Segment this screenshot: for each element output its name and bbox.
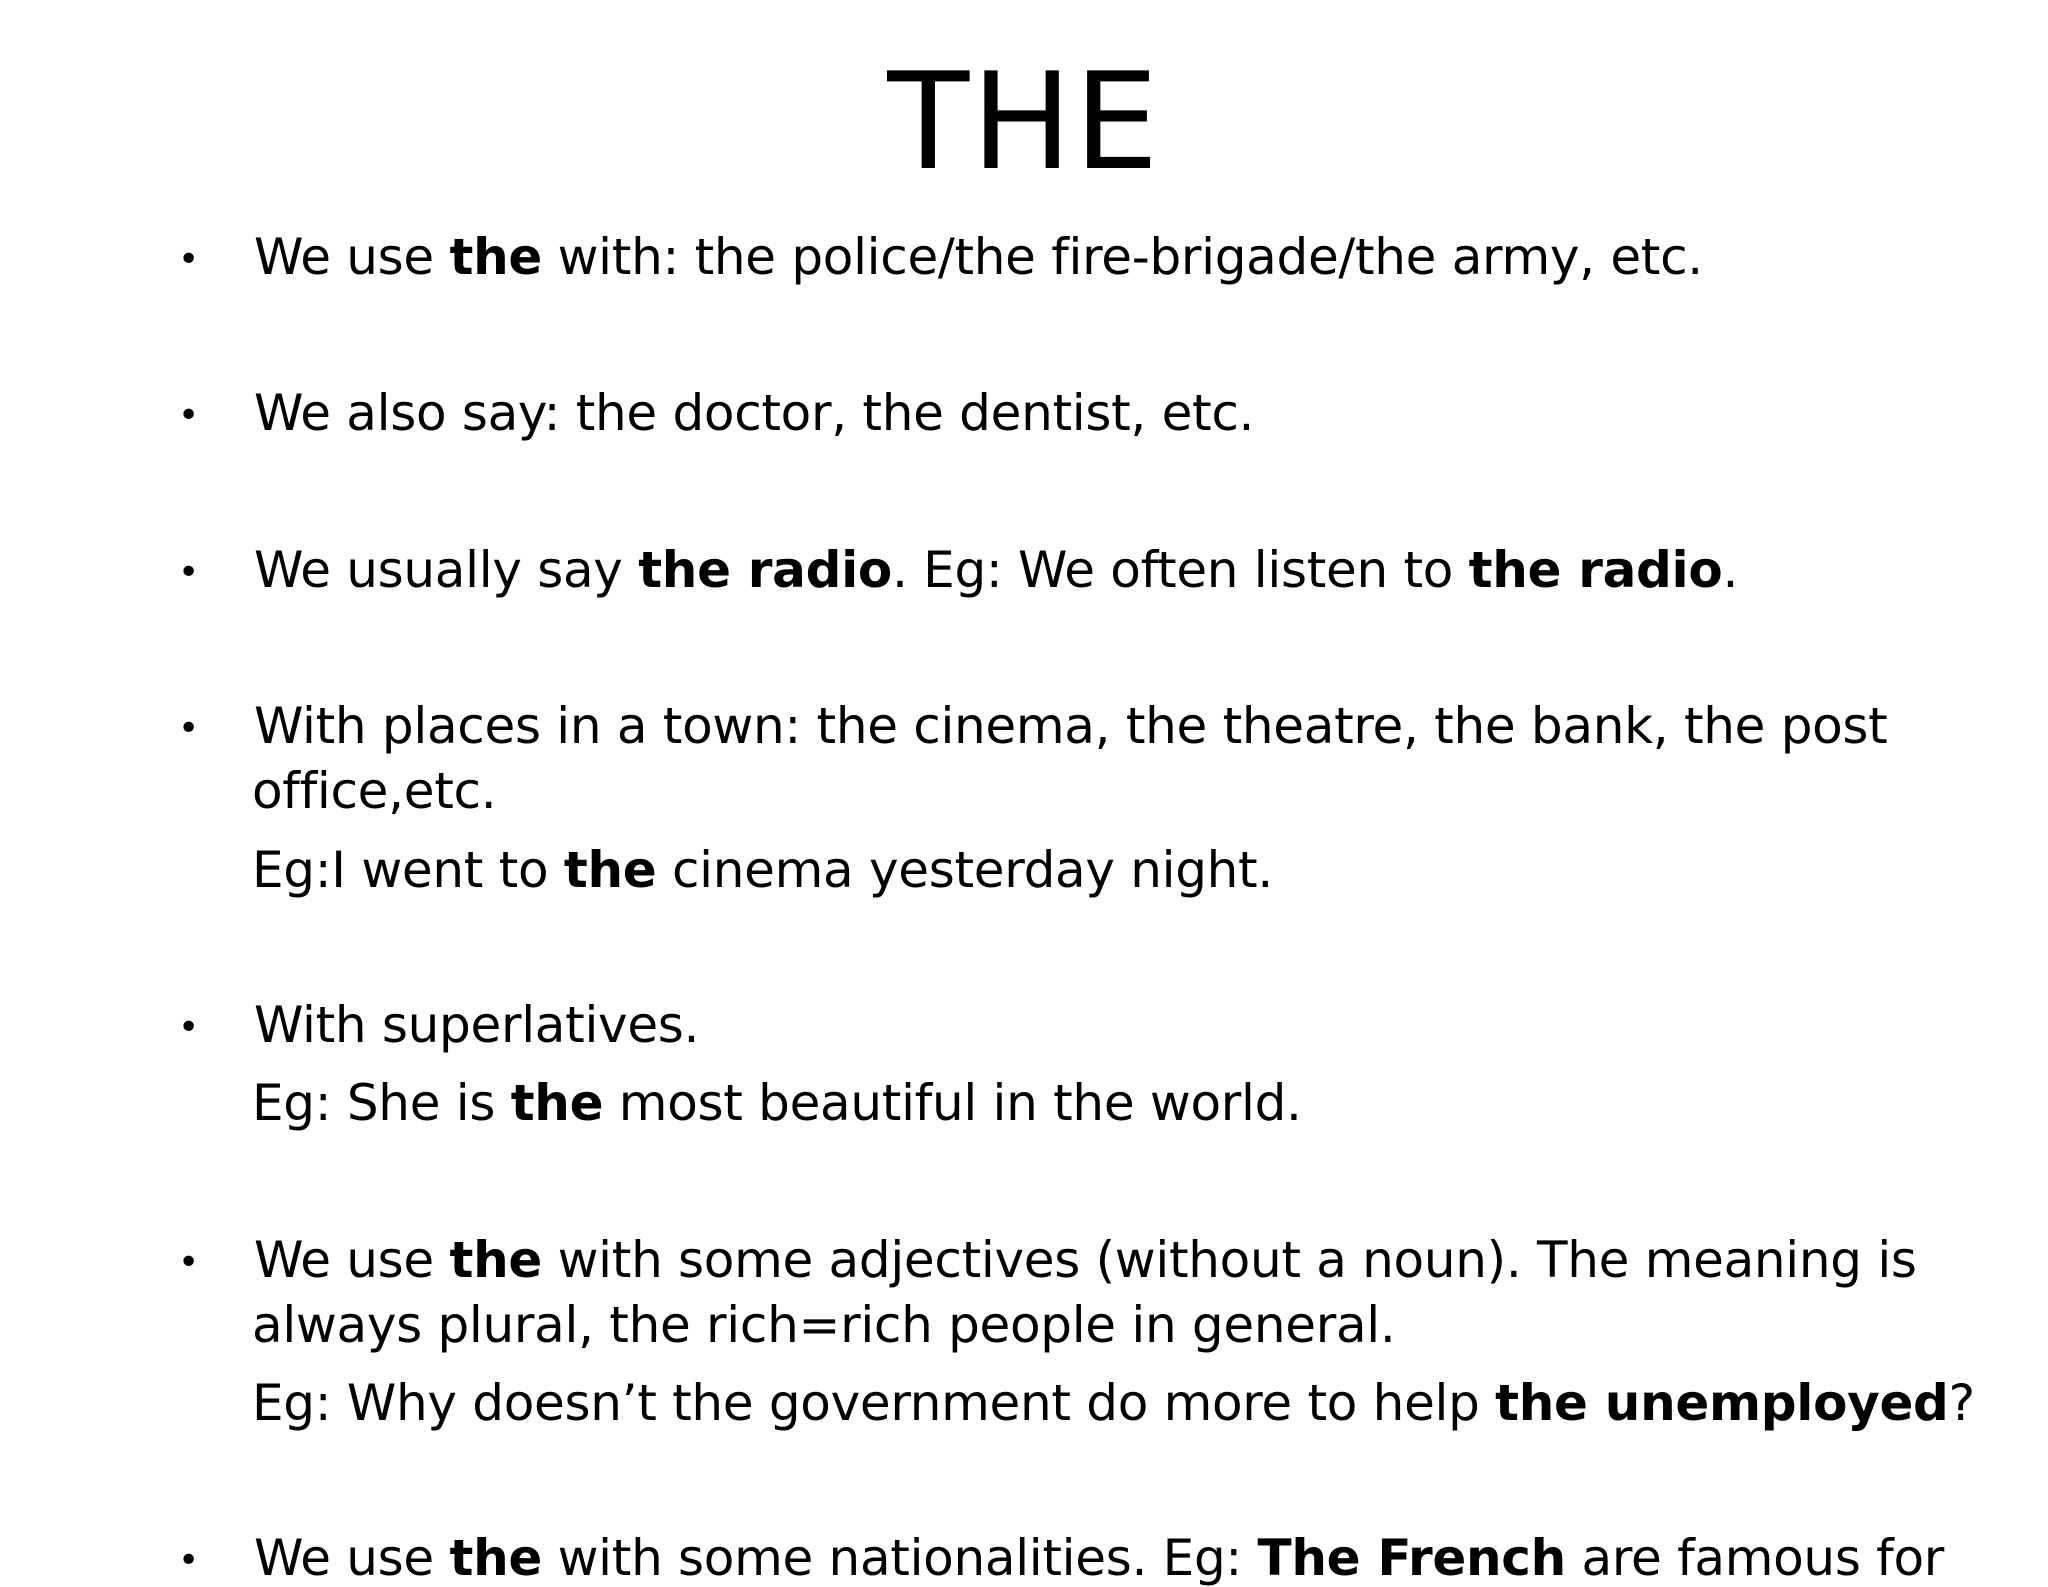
line-text: with: the police/the fire-brigade/the army, etc. [541,228,1703,286]
line-text: . [1722,541,1739,599]
rule-line [252,1374,1975,1432]
emphasis-text: the [449,1231,542,1289]
bullet-marker: • [178,1242,200,1283]
bullet-marker: • [178,1540,200,1581]
line-text: cinema yesterday night. [656,841,1273,899]
emphasis-text: the radio [638,541,892,599]
line-text: ? [1948,1374,1975,1432]
bullet-marker: • [178,1007,200,1048]
line-text: We use [254,1529,450,1587]
emphasis-text: the [449,228,542,286]
rule-line [252,1074,1302,1132]
line-text: Eg:I went to [252,841,564,899]
rule-line [254,541,1739,599]
emphasis-text: the [449,1529,542,1587]
line-text: Eg: Why doesn’t the government do more to help [252,1374,1496,1432]
line-text: always plural, the rich=rich people in general. [252,1296,1396,1354]
emphasis-text: the radio [1468,541,1723,599]
rule-line [254,697,1888,755]
rule-line [252,1296,1396,1354]
rule-line [254,1231,1917,1289]
bullet-marker: • [178,395,200,436]
line-text: Eg: She is [252,1074,511,1132]
line-text: office,etc. [252,762,497,820]
line-text: We use [254,1231,450,1289]
emphasis-text: the [510,1074,604,1132]
line-text: with some adjectives (without a noun). The meaning is [541,1231,1917,1289]
line-text: We usually say [254,541,639,599]
emphasis-text: The French [1257,1529,1566,1587]
emphasis-text: the [563,841,657,899]
line-text: with some nationalities. Eg: [541,1529,1258,1587]
line-text: most beautiful in the world. [603,1074,1302,1132]
line-text: With places in a town: the cinema, the theatre, the bank, the post [254,697,1888,755]
bullet-marker: • [178,239,200,280]
line-text: With superlatives. [254,996,700,1054]
bullet-marker: • [178,708,200,749]
emphasis-text: the unemployed [1495,1374,1949,1432]
line-text: We also say: the doctor, the dentist, etc. [254,384,1255,442]
rule-line [252,762,497,820]
line-text: are famous for [1565,1529,1945,1587]
rule-line [252,841,1273,899]
bullet-marker: • [178,552,200,593]
rule-line [254,1529,1945,1587]
rule-line [254,996,700,1054]
rule-line [254,384,1255,442]
rule-line [254,228,1703,286]
line-text: . Eg: We often listen to [891,541,1469,599]
page-title: THE [887,44,1161,200]
line-text: We use [254,228,450,286]
